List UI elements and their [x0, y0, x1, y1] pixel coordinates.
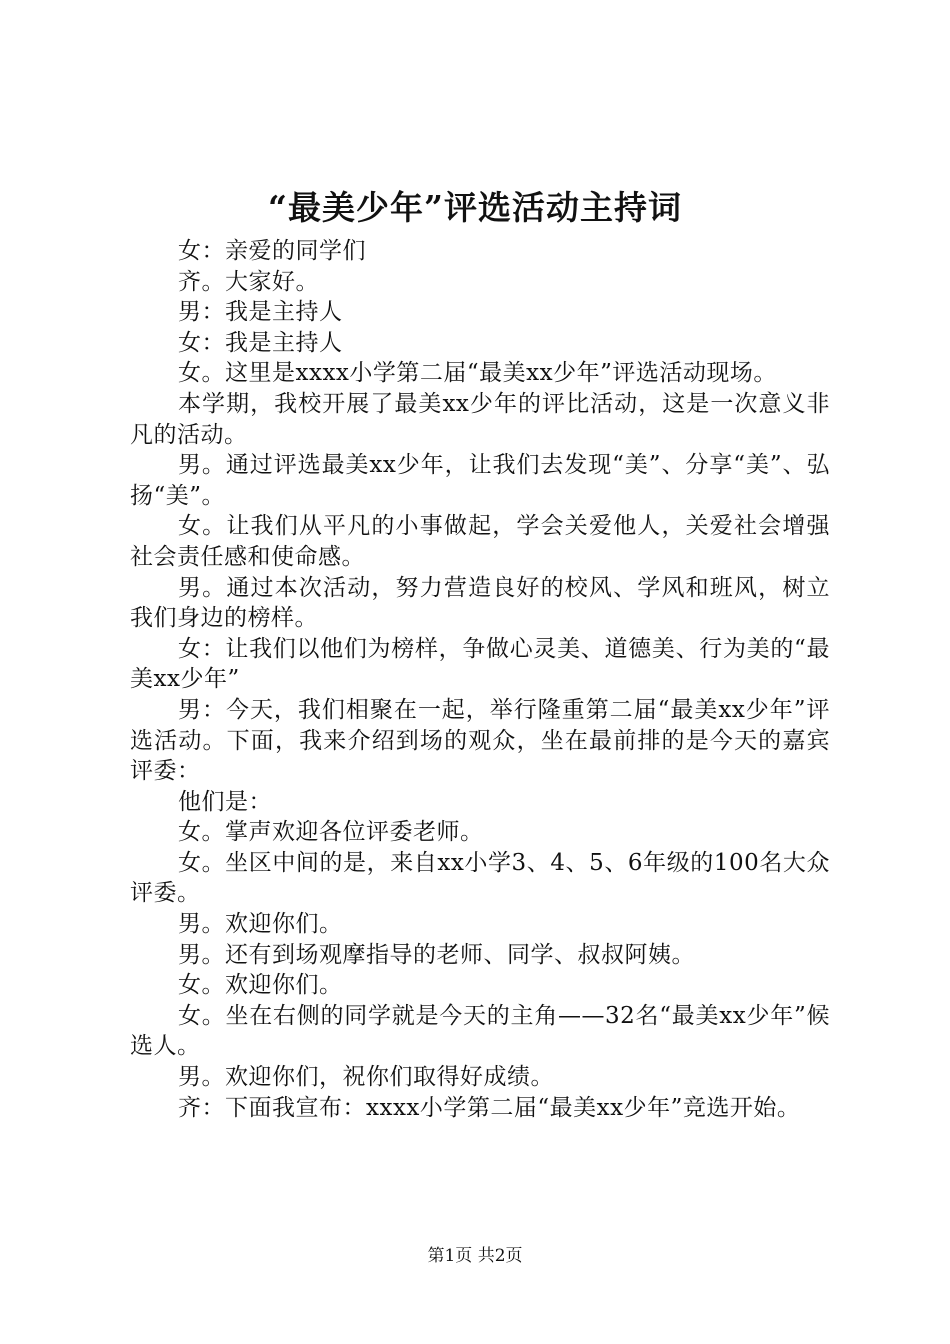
- paragraph: 男。欢迎你们，祝你们取得好成绩。: [178, 1064, 554, 1091]
- paragraph: 女。让我们从平凡的小事做起，学会关爱他人，关爱社会增强社会责任感和使命感。: [130, 513, 830, 570]
- paragraph: 女。掌声欢迎各位评委老师。: [178, 819, 484, 846]
- paragraph: 女：我是主持人: [178, 329, 343, 356]
- paragraph: 男。欢迎你们。: [178, 911, 343, 938]
- document-title: “最美少年”评选活动主持词: [268, 188, 682, 227]
- paragraph: 女：让我们以他们为榜样，争做心灵美、道德美、行为美的“最美xx少年”: [130, 635, 830, 693]
- paragraph: 男：我是主持人: [178, 299, 343, 326]
- paragraph: 女。坐区中间的是，来自xx小学3、4、5、6年级的100名大众评委。: [130, 849, 830, 907]
- paragraph: 本学期，我校开展了最美xx少年的评比活动，这是一次意义非凡的活动。: [130, 390, 830, 448]
- paragraph: 齐。大家好。: [178, 268, 319, 295]
- document-body: [130, 236, 830, 1123]
- paragraph: 女。这里是xxxx小学第二届“最美xx少年”评选活动现场。: [178, 360, 777, 387]
- paragraph: 他们是：: [178, 788, 272, 815]
- paragraph: 男。通过本次活动，努力营造良好的校风、学风和班风，树立我们身边的榜样。: [130, 574, 830, 632]
- paragraph: 女：亲爱的同学们: [178, 238, 366, 264]
- paragraph: 男：今天，我们相聚在一起，举行隆重第二届“最美xx少年”评选活动。下面，我来介绍到场的观众，坐在最前排的是今天的嘉宾评委：: [130, 696, 830, 785]
- paragraph: 女。坐在右侧的同学就是今天的主角——32名“最美xx少年”候选人。: [130, 1002, 830, 1060]
- paragraph: 男。通过评选最美xx少年，让我们去发现“美”、分享“美”、弘扬“美”。: [130, 452, 830, 509]
- paragraph: 齐：下面我宣布：xxxx小学第二届“最美xx少年”竞选开始。: [178, 1094, 801, 1121]
- page-footer: 第1页 共2页: [427, 1246, 523, 1266]
- paragraph: 女。欢迎你们。: [178, 972, 343, 999]
- paragraph: 男。还有到场观摩指导的老师、同学、叔叔阿姨。: [178, 941, 695, 968]
